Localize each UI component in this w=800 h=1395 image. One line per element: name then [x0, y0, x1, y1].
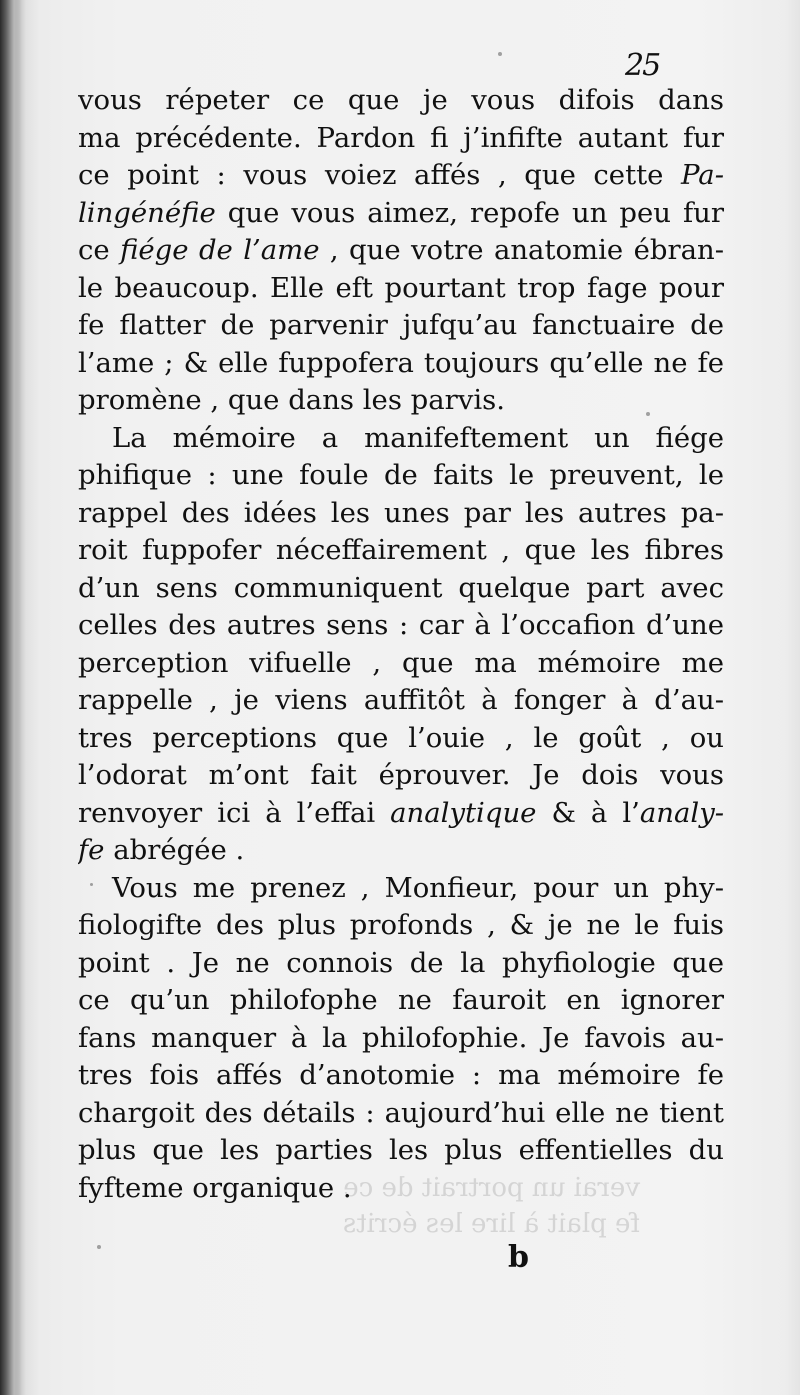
text-segment: roit fuppofer néceffairement , que les fibres	[78, 534, 724, 566]
text-line	[78, 345, 724, 383]
text-segment: que vous aimez, repofe un peu fur	[215, 196, 724, 229]
italic-text: fiége de l’ame	[120, 234, 320, 266]
italic-text: lingénéfie	[78, 196, 216, 229]
text-segment: rappel des idées les unes par les autres pa-	[78, 496, 724, 529]
text-segment: ma précédente. Pardon fi j’infifte autant fur	[78, 121, 724, 154]
text-segment: ce point : vous voiez affés , que cette	[78, 159, 682, 191]
ink-speck	[90, 883, 93, 886]
text-line	[78, 270, 724, 308]
text-segment: Vous me prenez , Monfieur, pour un phy-	[112, 871, 724, 904]
text-line	[78, 232, 724, 270]
text-segment: chargoit des détails : aujourd’hui elle ne tient	[78, 1096, 724, 1129]
text-segment: ce	[78, 234, 121, 266]
text-line	[78, 832, 724, 870]
text-line	[78, 457, 724, 495]
text-line	[78, 1057, 724, 1095]
text-segment: le beaucoup. Elle eft pourtant trop fage pour	[78, 271, 724, 304]
text-line	[78, 982, 724, 1020]
text-line	[78, 1132, 724, 1170]
text-line	[78, 757, 724, 795]
text-line	[78, 1020, 724, 1058]
text-line	[78, 682, 724, 720]
text-line	[78, 420, 724, 458]
text-segment: point . Je ne connois de la phyfiologie que	[78, 946, 724, 979]
text-segment: abrégée .	[104, 834, 245, 866]
text-line	[78, 607, 724, 645]
text-segment: tres perceptions que l’ouie , le goût , ou	[78, 721, 724, 754]
text-line	[78, 307, 724, 345]
binding-shadow	[0, 0, 26, 1395]
text-line	[78, 870, 724, 908]
text-line	[78, 945, 724, 983]
text-segment: fyfteme organique .	[78, 1171, 352, 1204]
text-segment: & à l’	[536, 796, 640, 829]
text-line	[78, 157, 724, 195]
italic-text: Pa-	[681, 159, 724, 191]
text-segment: phifique : une foule de faits le preuvent, le	[78, 459, 724, 491]
text-segment: fe flatter de parvenir jufqu’au fanctuaire de	[78, 309, 724, 341]
text-segment: tres fois affés d’anotomie : ma mémoire fe	[78, 1059, 724, 1091]
text-segment: d’un sens communiquent quelque part avec	[78, 571, 724, 604]
text-segment: vous répeter ce que je vous difois dans	[78, 84, 724, 116]
text-segment: fiologifte des plus profonds , & je ne le fuis	[78, 909, 724, 941]
text-segment: ce qu’un philofophe ne fauroit en ignorer	[78, 984, 724, 1016]
ink-speck	[498, 52, 502, 56]
bleed-through-line: verai un portrait de ce	[343, 1173, 640, 1203]
text-segment: rappelle , je viens auffitôt à fonger à d’au-	[78, 684, 724, 716]
text-segment: celles des autres sens : car à l’occafion d’une	[78, 609, 724, 641]
text-line	[78, 532, 724, 570]
text-line	[78, 382, 724, 420]
text-line	[78, 1170, 724, 1208]
text-line	[78, 120, 724, 158]
bleed-through-line: fe plait à lire les écrits	[342, 1209, 640, 1239]
text-segment: fans manquer à la philofophie. Je favois au-	[78, 1021, 724, 1054]
text-segment: renvoyer ici à l’effai	[78, 796, 391, 829]
text-line	[78, 82, 724, 120]
text-line	[78, 795, 724, 833]
text-line	[78, 495, 724, 533]
italic-text: analytique	[390, 796, 537, 829]
signature-mark: b	[508, 1240, 529, 1275]
text-segment: La mémoire a manifeftement un fiége	[112, 421, 724, 454]
text-line	[78, 645, 724, 683]
italic-text: fe	[78, 834, 105, 866]
text-line	[78, 720, 724, 758]
text-line	[78, 570, 724, 608]
text-segment: perception vifuelle , que ma mémoire me	[78, 646, 724, 679]
text-segment: plus que les parties les plus effentielles du	[78, 1134, 724, 1166]
text-line	[78, 907, 724, 945]
text-segment: l’ame ; & elle fuppofera toujours qu’elle ne fe	[78, 346, 724, 379]
text-segment: , que votre anatomie ébran-	[319, 234, 724, 266]
ink-speck	[97, 1245, 101, 1249]
body-text	[78, 82, 724, 1207]
text-segment: l’odorat m’ont fait éprouver. Je dois vous	[78, 759, 724, 791]
ink-speck	[646, 412, 650, 416]
text-line	[78, 1095, 724, 1133]
page-number: 25	[625, 48, 660, 83]
text-line	[78, 195, 724, 233]
italic-text: analy-	[639, 796, 724, 829]
text-segment: promène , que dans les parvis.	[78, 384, 506, 416]
